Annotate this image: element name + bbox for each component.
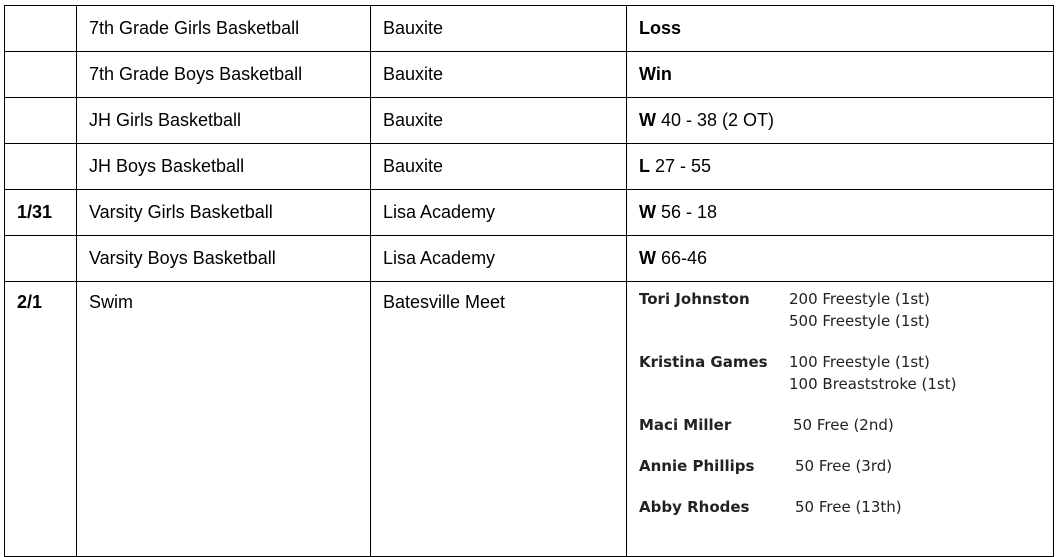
event-result: 100 Freestyle (1st) <box>789 353 930 371</box>
swim-entry <box>639 414 1041 436</box>
event-result: 500 Freestyle (1st) <box>789 312 930 330</box>
swim-entry <box>639 288 1041 332</box>
swimmer-name: Kristina Games <box>639 353 768 371</box>
swimmer-name: Tori Johnston <box>639 290 750 308</box>
table-row <box>5 236 1054 282</box>
result-cell <box>627 282 1054 557</box>
result-outcome: W <box>639 248 656 268</box>
swimmer-name: Abby Rhodes <box>639 498 750 516</box>
result-cell <box>627 144 1054 190</box>
table-row <box>5 144 1054 190</box>
sport-cell: 7th Grade Boys Basketball <box>77 52 371 98</box>
result-cell <box>627 6 1054 52</box>
result-cell <box>627 190 1054 236</box>
sport-cell: 7th Grade Girls Basketball <box>77 6 371 52</box>
date-cell <box>5 6 77 52</box>
result-score: 40 - 38 (2 OT) <box>656 110 775 130</box>
opponent-cell: Bauxite <box>371 98 627 144</box>
opponent-cell: Lisa Academy <box>371 236 627 282</box>
swimmer-events <box>789 288 930 332</box>
result-score: 56 - 18 <box>656 202 718 222</box>
results-table <box>4 5 1054 557</box>
date-cell: 2/1 <box>5 282 77 557</box>
date-cell <box>5 98 77 144</box>
swim-entry <box>639 455 1041 477</box>
opponent-cell: Bauxite <box>371 6 627 52</box>
date-cell <box>5 144 77 190</box>
event-result: 50 Free (13th) <box>795 498 902 516</box>
swim-entry <box>639 496 1041 518</box>
result-outcome: Win <box>639 64 672 84</box>
result-score: 27 - 55 <box>650 156 712 176</box>
result-cell <box>627 236 1054 282</box>
table-row <box>5 52 1054 98</box>
opponent-cell: Batesville Meet <box>371 282 627 557</box>
result-outcome: W <box>639 110 656 130</box>
swim-entry <box>639 351 1041 395</box>
sport-cell: Varsity Girls Basketball <box>77 190 371 236</box>
table-row <box>5 282 1054 557</box>
swimmer-name: Annie Phillips <box>639 457 755 475</box>
swim-results-list <box>639 288 1041 518</box>
date-cell <box>5 236 77 282</box>
sport-cell: Varsity Boys Basketball <box>77 236 371 282</box>
table-row <box>5 98 1054 144</box>
date-cell <box>5 52 77 98</box>
date-cell: 1/31 <box>5 190 77 236</box>
swimmer-events <box>795 455 892 477</box>
result-cell <box>627 98 1054 144</box>
result-outcome: Loss <box>639 18 682 38</box>
opponent-cell: Bauxite <box>371 144 627 190</box>
event-result: 50 Free (3rd) <box>795 457 893 475</box>
event-result: 50 Free (2nd) <box>793 416 894 434</box>
swimmer-events <box>793 414 894 436</box>
swimmer-events <box>789 351 956 395</box>
result-cell <box>627 52 1054 98</box>
event-result: 100 Breaststroke (1st) <box>789 375 957 393</box>
table-row <box>5 6 1054 52</box>
sport-cell: JH Girls Basketball <box>77 98 371 144</box>
table-row <box>5 190 1054 236</box>
result-score: 66-46 <box>656 248 708 268</box>
sport-cell: JH Boys Basketball <box>77 144 371 190</box>
result-outcome: L <box>639 156 650 176</box>
opponent-cell: Bauxite <box>371 52 627 98</box>
swimmer-events <box>795 496 902 518</box>
result-outcome: W <box>639 202 656 222</box>
opponent-cell: Lisa Academy <box>371 190 627 236</box>
sport-cell: Swim <box>77 282 371 557</box>
event-result: 200 Freestyle (1st) <box>789 290 930 308</box>
swimmer-name: Maci Miller <box>639 416 732 434</box>
